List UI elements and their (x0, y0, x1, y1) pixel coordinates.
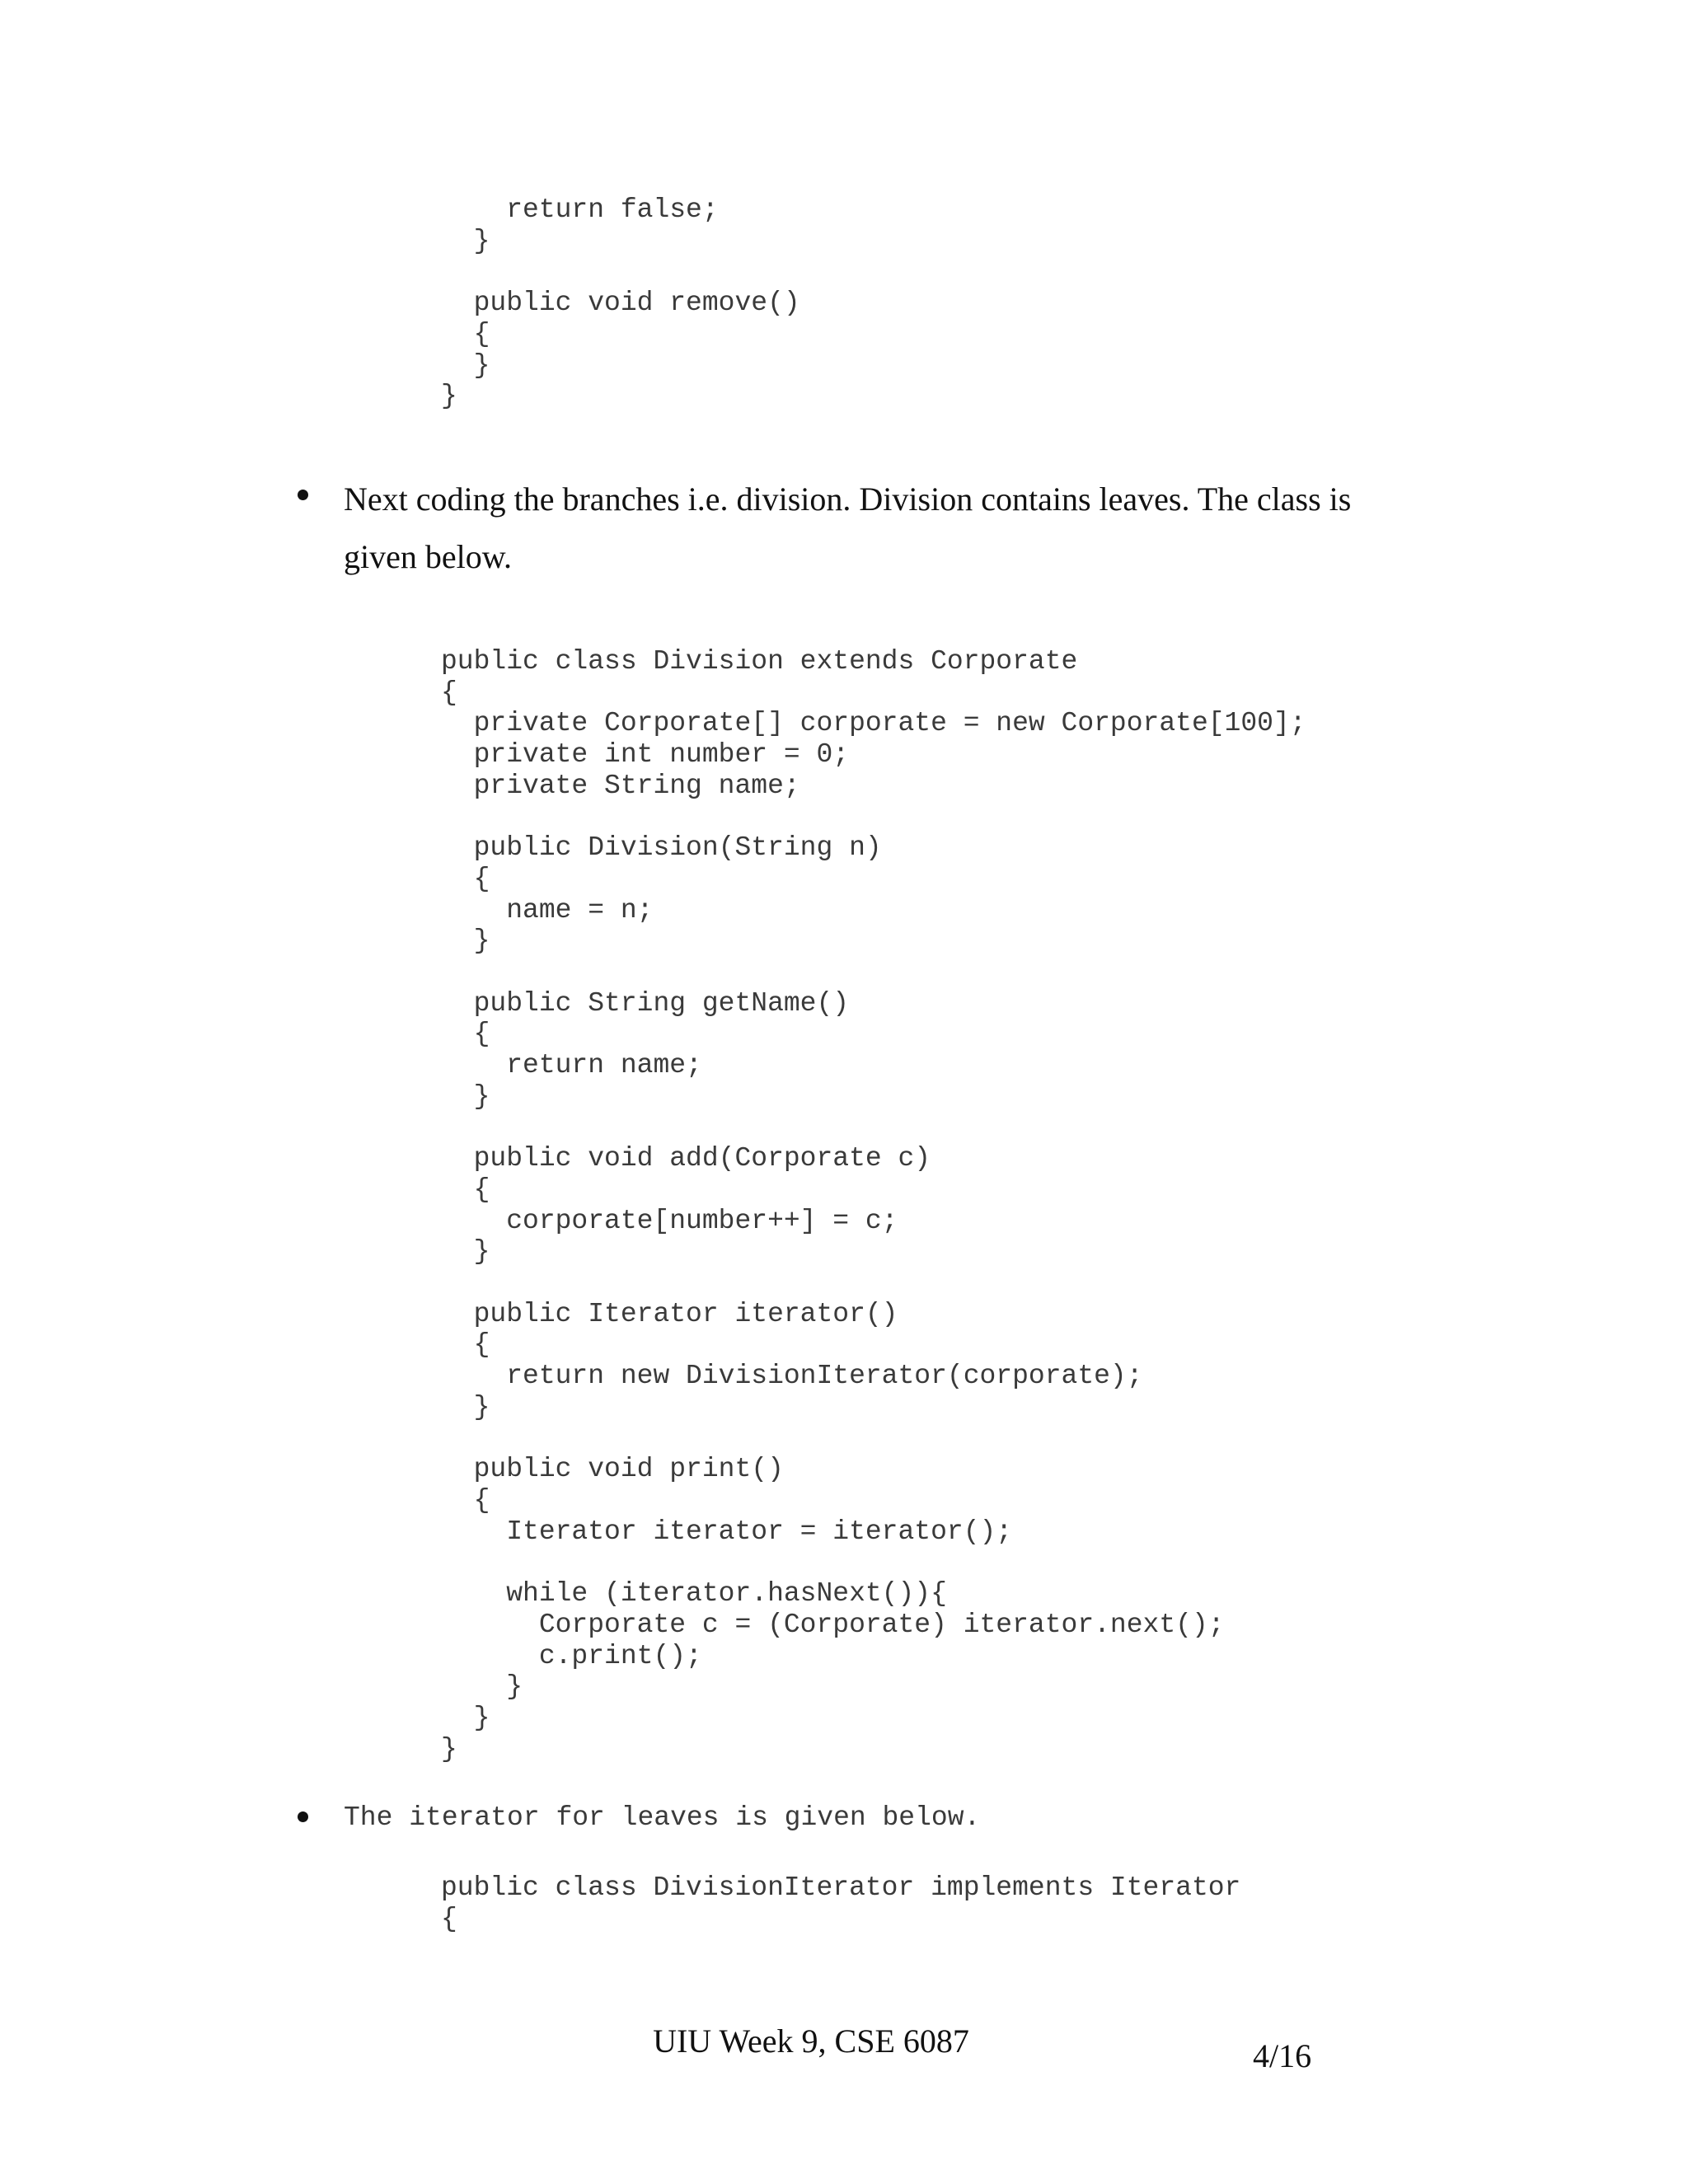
page-number: 4/16 (1253, 2037, 1312, 2074)
footer-course-label: UIU Week 9, CSE 6087 (653, 2022, 969, 2060)
code-block-division-class: public class Division extends Corporate { private Corporate[] corporate = new Corporate[100]; private int number = 0; private String name; public Division(String n) { name = n; } public String getName() { return name; } public void add(Corporate c) { corporate[number++] = c; } public Iterator iterator() { return new DivisionIterator(corporate); } public void print() { Iterator iterator = iterator(); while (iterator.hasNext()){ Corporate c = (Corporate) iterator.next(); c.print(); } } } (441, 646, 1306, 1765)
bullet-point-icon (298, 1811, 308, 1822)
bullet-point-icon (298, 490, 308, 500)
code-block-division-iterator-class: public class DivisionIterator implements Iterator { (441, 1872, 1241, 1934)
code-block-remove-method: return false; } public void remove() { } } (441, 194, 800, 412)
bullet-text-division-intro: Next coding the branches i.e. division. Division contains leaves. The class is given below. (344, 480, 1352, 575)
bullet-text-iterator-intro: The iterator for leaves is given below. (344, 1802, 981, 1833)
